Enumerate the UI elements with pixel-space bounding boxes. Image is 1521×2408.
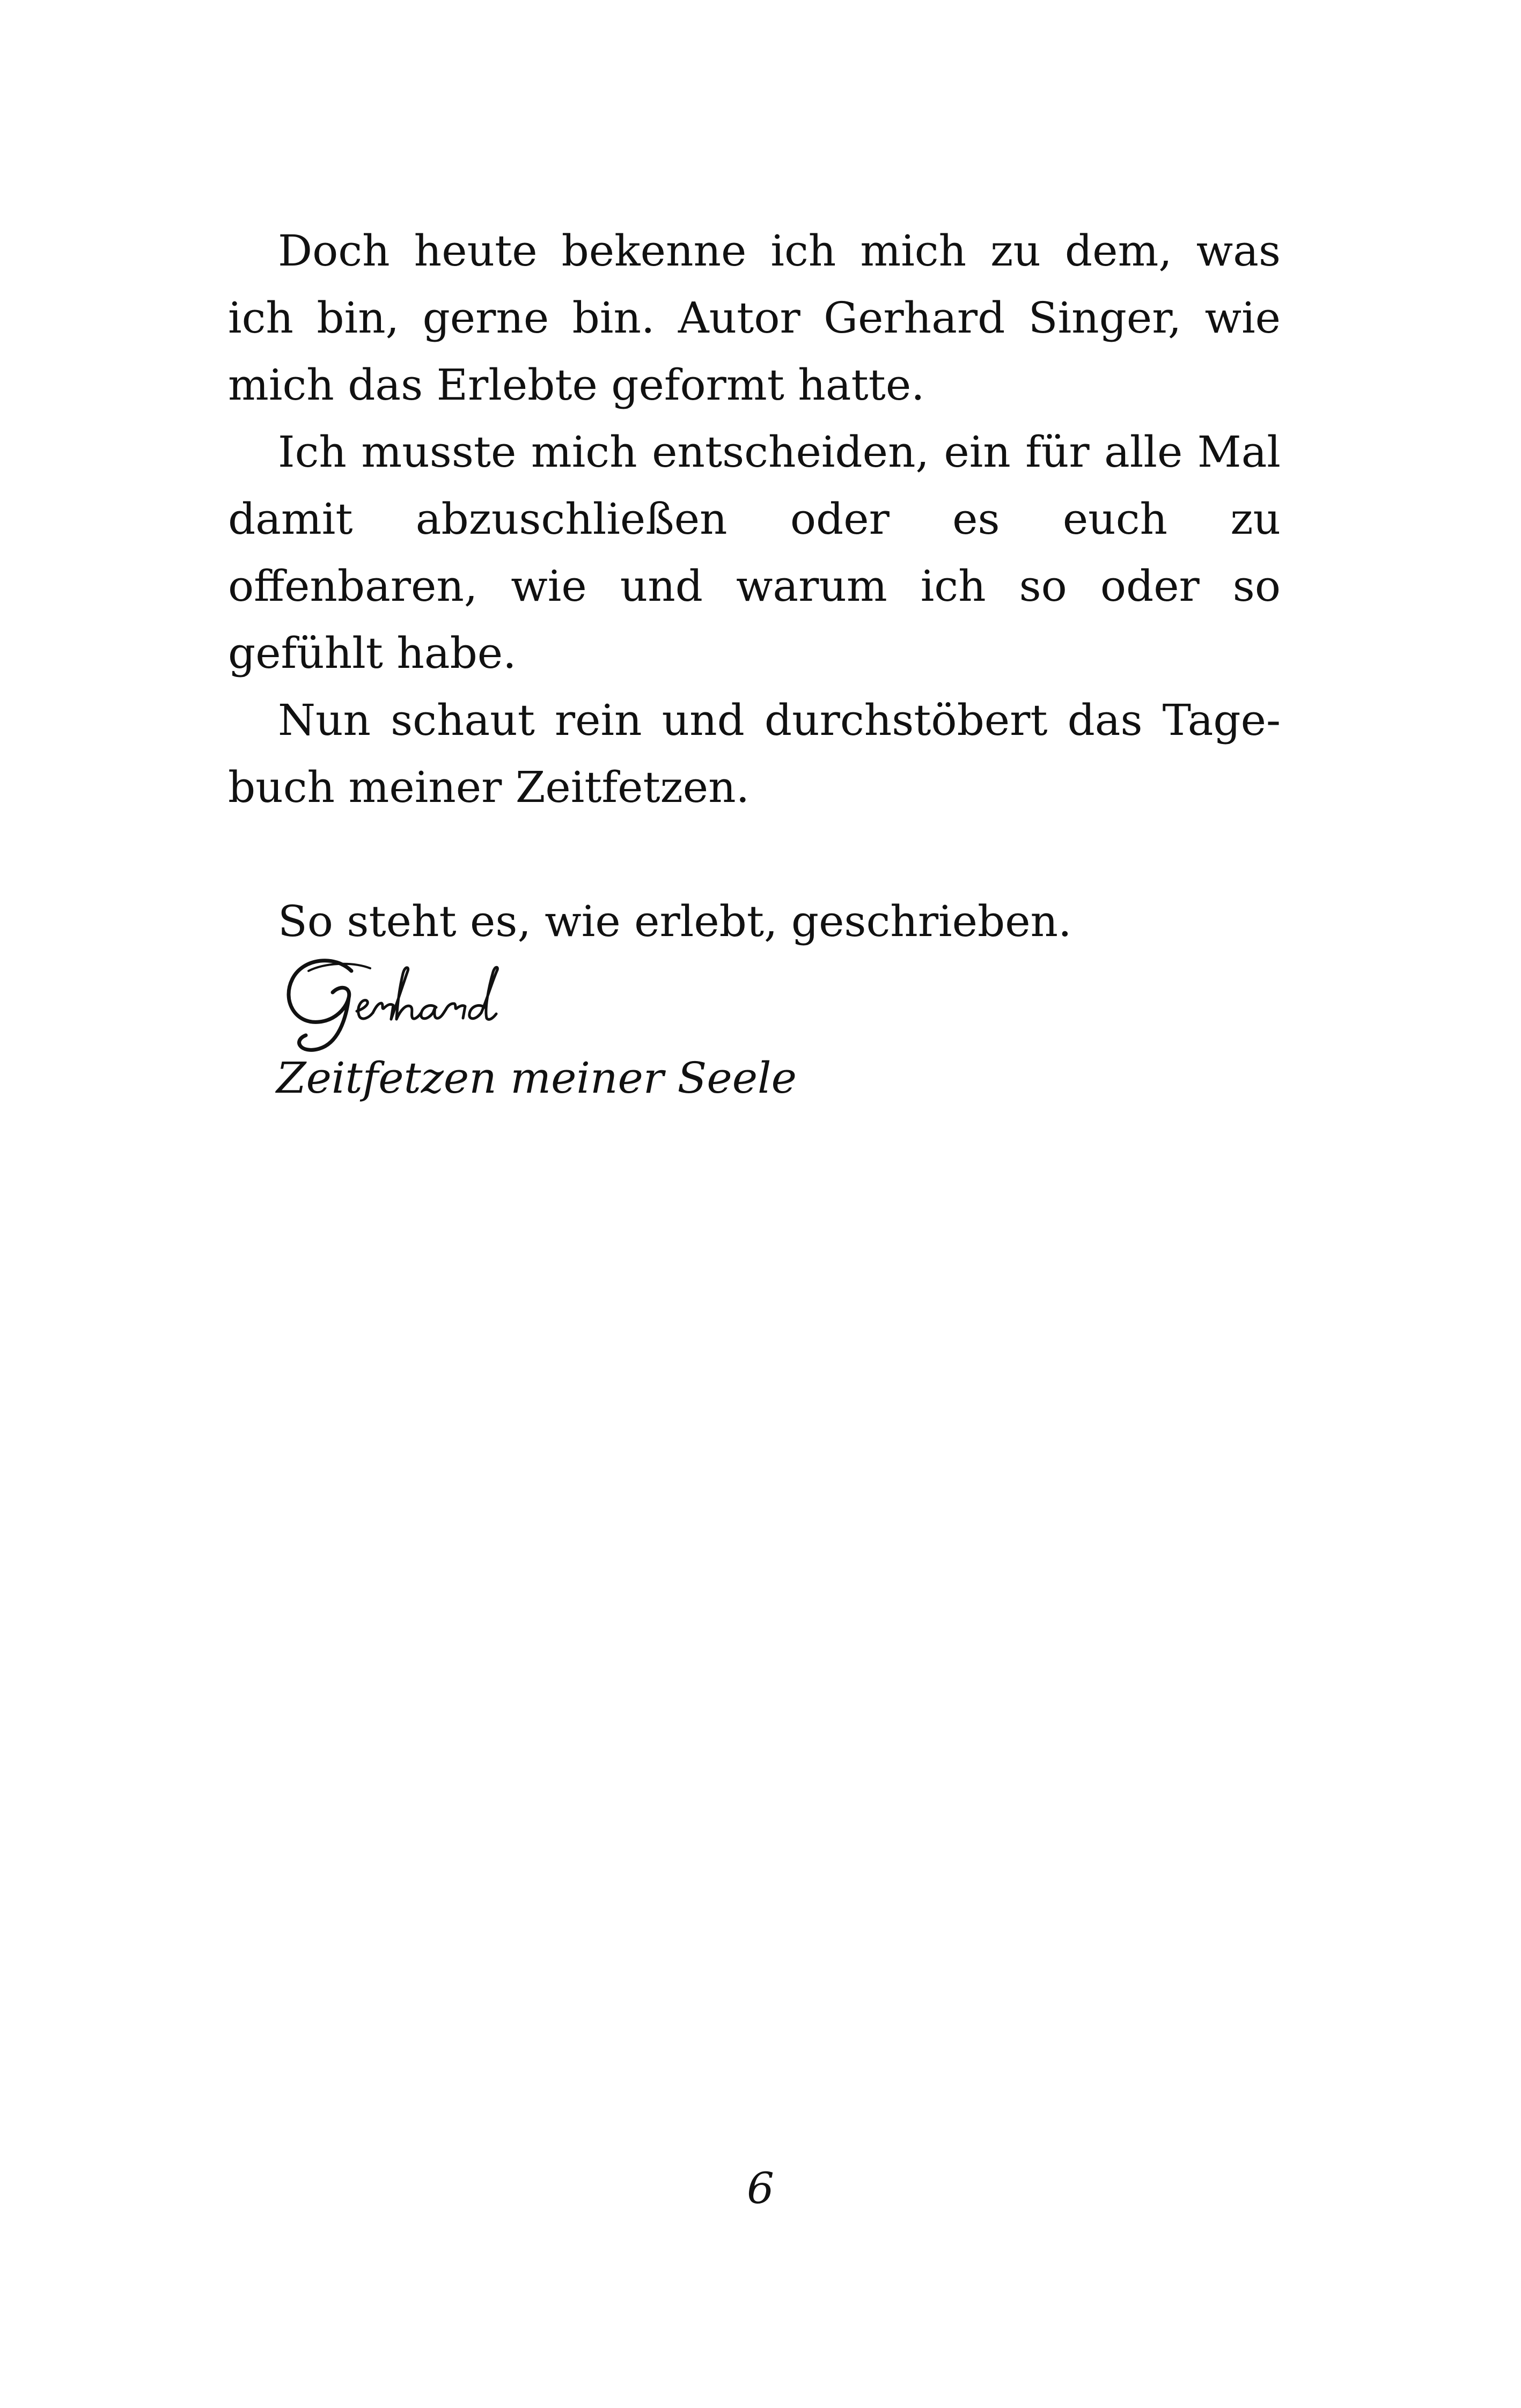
signature-subtitle: Zeitfetzen meiner Seele — [276, 1053, 797, 1103]
body-text — [228, 217, 1281, 955]
page-number: 6 — [747, 2163, 774, 2213]
paragraph-2: Ich musste mich entscheiden, ein für alle Mal damit abzuschließen oder es euch zu offenbaren, wie und warum ich so oder so gefühlt habe. — [228, 427, 1281, 678]
handwritten-signature — [276, 949, 545, 1062]
paragraph-1: Doch heute bekenne ich mich zu dem, was ich bin, gerne bin. Autor Gerhard Singer, wie mich das Erlebte geformt hatte. — [228, 226, 1281, 410]
signature-drawing — [276, 949, 545, 1062]
paragraph-3: Nun schaut rein und durchstöbert das Tagebuch meiner Zeitfetzen. — [228, 695, 1281, 812]
closing-sentence: So steht es, wie erlebt, geschrieben. — [278, 896, 1072, 946]
